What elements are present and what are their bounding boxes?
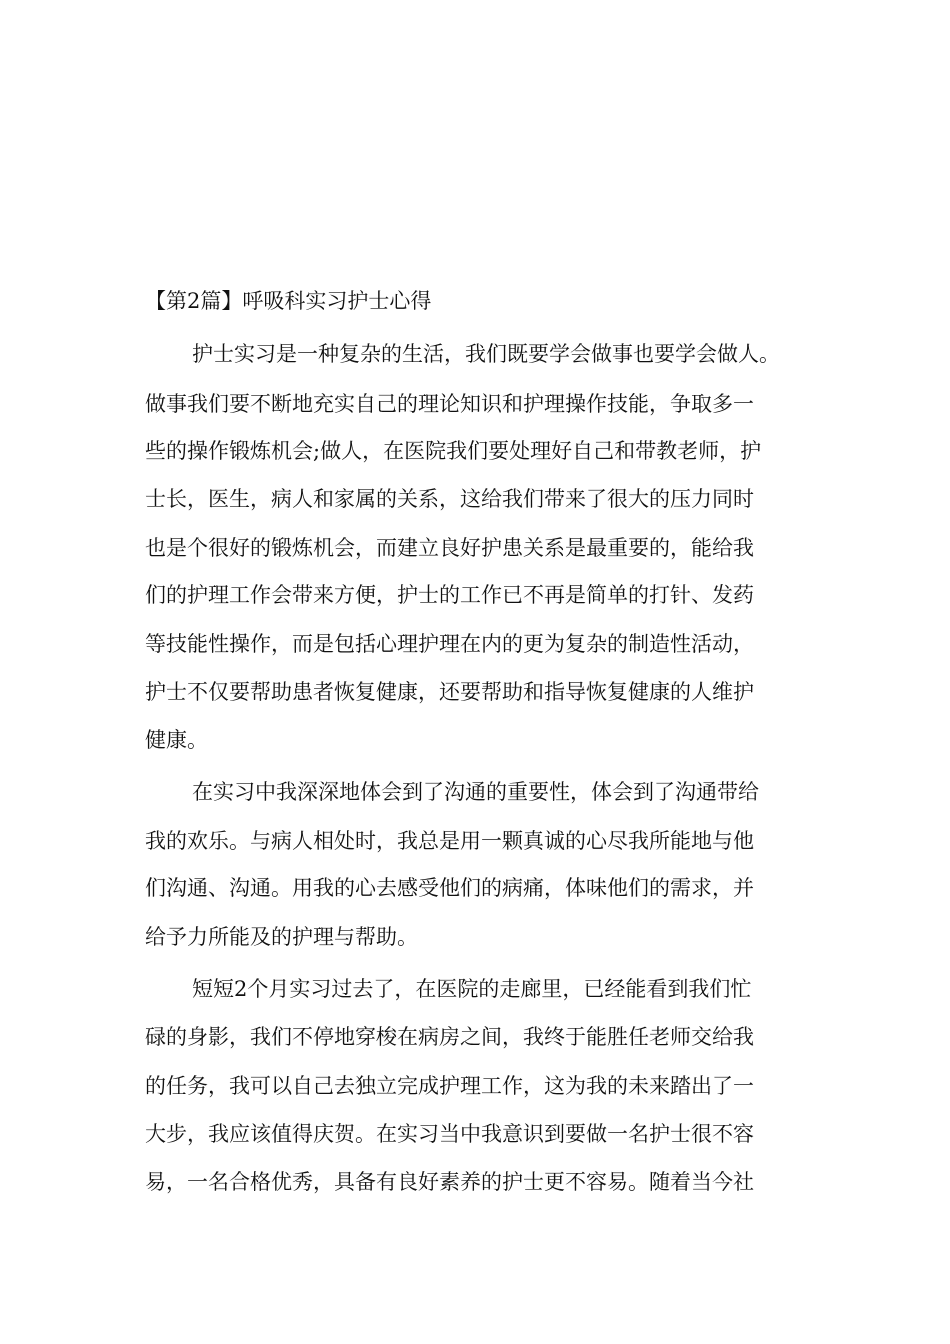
- paragraph-1-line-6: 们的护理工作会带来方便，护士的工作已不再是简单的打针、发药: [145, 583, 754, 607]
- paragraph-1-line-4: 士长，医生，病人和家属的关系，这给我们带来了很大的压力同时: [145, 487, 754, 511]
- paragraph-3-line-1: 短短2个月实习过去了，在医院的走廊里，已经能看到我们忙: [192, 977, 752, 1001]
- paragraph-1-line-8: 护士不仅要帮助患者恢复健康，还要帮助和指导恢复健康的人维护: [145, 680, 754, 704]
- paragraph-2-line-3: 们沟通、沟通。用我的心去感受他们的病痛，体味他们的需求，并: [145, 876, 754, 900]
- paragraph-3-line-2: 碌的身影，我们不停地穿梭在病房之间，我终于能胜任老师交给我: [145, 1025, 754, 1049]
- paragraph-1-line-3: 些的操作锻炼机会;做人，在医院我们要处理好自己和带教老师，护: [145, 439, 762, 463]
- paragraph-2-line-4: 给予力所能及的护理与帮助。: [145, 925, 418, 949]
- paragraph-1-line-9: 健康。: [145, 728, 208, 752]
- paragraph-1-line-2: 做事我们要不断地充实自己的理论知识和护理操作技能，争取多一: [145, 392, 754, 416]
- paragraph-1-line-5: 也是个很好的锻炼机会，而建立良好护患关系是最重要的，能给我: [145, 536, 754, 560]
- document-title: 【第2篇】呼吸科实习护士心得: [145, 289, 432, 313]
- paragraph-3-line-5: 易，一名合格优秀，具备有良好素养的护士更不容易。随着当今社: [145, 1170, 754, 1194]
- paragraph-1-line-1: 护士实习是一种复杂的生活，我们既要学会做事也要学会做人。: [192, 342, 780, 366]
- paragraph-3-line-4: 大步，我应该值得庆贺。在实习当中我意识到要做一名护士很不容: [145, 1122, 754, 1146]
- paragraph-2-line-1: 在实习中我深深地体会到了沟通的重要性，体会到了沟通带给: [192, 780, 759, 804]
- paragraph-1-line-7: 等技能性操作，而是包括心理护理在内的更为复杂的制造性活动，: [145, 632, 754, 656]
- paragraph-2-line-2: 我的欢乐。与病人相处时，我总是用一颗真诚的心尽我所能地与他: [145, 829, 754, 853]
- paragraph-3-line-3: 的任务，我可以自己去独立完成护理工作，这为我的未来踏出了一: [145, 1074, 754, 1098]
